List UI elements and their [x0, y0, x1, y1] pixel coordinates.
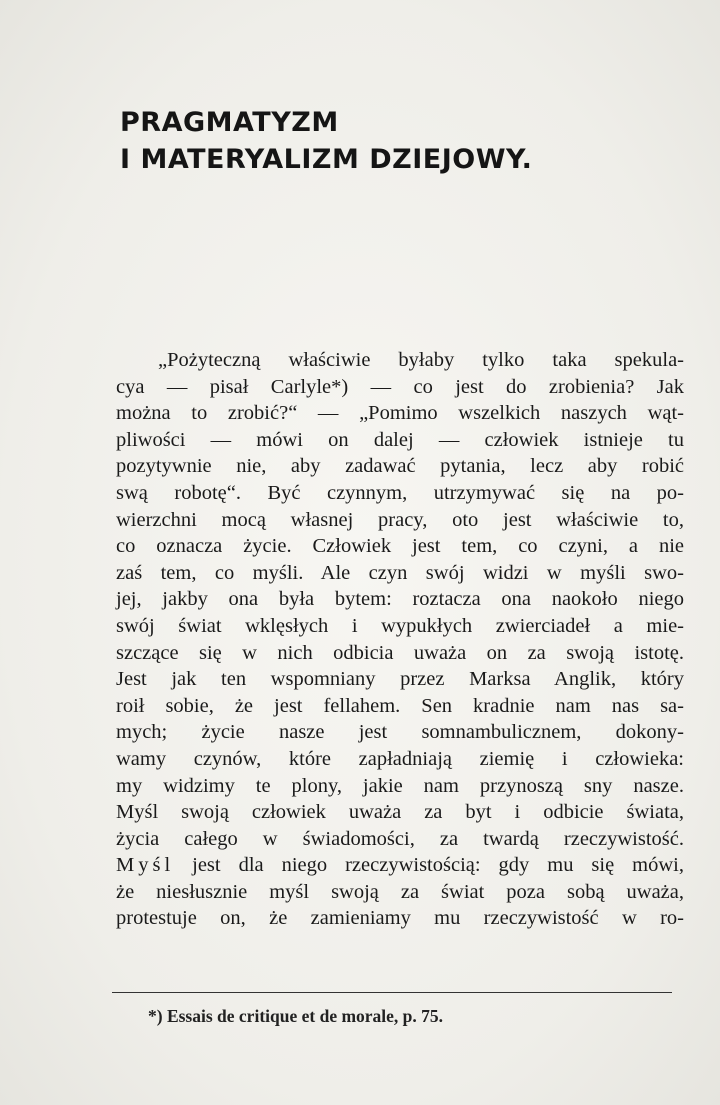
text-line: swą robotę“. Być czynnym, utrzymywać się na po-	[116, 481, 684, 504]
text-line: wamy czynów, które zapładniają ziemię i człowieka:	[116, 747, 684, 770]
text-line: jej, jakby ona była bytem: roztacza ona naokoło niego	[116, 588, 684, 611]
text-line: pozytywnie nie, aby zadawać pytania, lecz aby robić	[116, 455, 684, 478]
text-line: co oznacza życie. Człowiek jest tem, co czyni, a nie	[116, 535, 684, 558]
text-line: mych; życie nasze jest somnambulicznem, dokony-	[116, 721, 684, 744]
text-line-rest: jest dla niego rzeczywistością: gdy mu się mówi,	[174, 854, 684, 877]
spaced-emphasis-word: Myśl	[116, 854, 175, 877]
text-line: „Pożyteczną właściwie byłaby tylko taka spekula-	[158, 349, 684, 371]
body-paragraph	[116, 347, 684, 932]
footnote: *) Essais de critique et de morale, p. 75.	[148, 1006, 444, 1026]
text-line: że niesłusznie myśl swoją za świat poza sobą uważa,	[116, 880, 684, 903]
text-line: protestuje on, że zamieniamy mu rzeczywistość w ro-	[116, 907, 684, 930]
text-line: życia całego w świadomości, za twardą rzeczywistość.	[116, 827, 684, 850]
text-line: Myśl swoją człowiek uważa za byt i odbicie świata,	[116, 801, 684, 824]
text-line-with-spaced-word	[116, 852, 684, 879]
text-line: Jest jak ten wspomniany przez Marksa Anglik, który	[116, 668, 684, 691]
chapter-title-line-2: I MATERYALIZM DZIEJOWY.	[120, 144, 533, 175]
footnote-divider	[112, 992, 672, 993]
chapter-title-line-1: PRAGMATYZM	[120, 107, 339, 138]
text-line: zaś tem, co myśli. Ale czyn swój widzi w myśli swo-	[116, 561, 684, 584]
text-line: swój świat wklęsłych i wypukłych zwierciadeł a mie-	[116, 614, 684, 637]
text-line: szczące się w nich odbicia uważa on za swoją istotę.	[116, 641, 684, 664]
text-line: wierzchni mocą własnej pracy, oto jest właściwie to,	[116, 508, 684, 531]
chapter-title	[120, 104, 600, 178]
text-line: można to zrobić?“ — „Pomimo wszelkich naszych wąt-	[116, 402, 684, 425]
text-line: cya — pisał Carlyle*) — co jest do zrobienia? Jak	[116, 375, 684, 398]
text-line: roił sobie, że jest fellahem. Sen kradnie nam nas sa-	[116, 694, 684, 717]
text-line: pliwości — mówi on dalej — człowiek istnieje tu	[116, 428, 684, 451]
text-line: my widzimy te plony, jakie nam przynoszą sny nasze.	[116, 774, 684, 797]
